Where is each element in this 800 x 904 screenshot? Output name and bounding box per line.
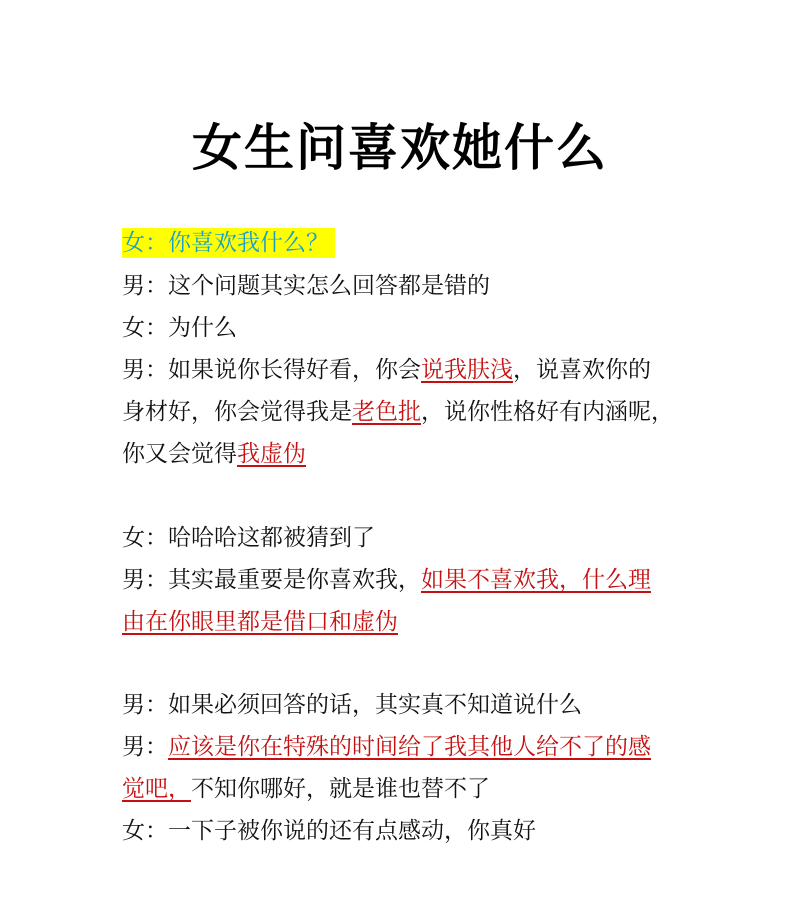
emphasis-text: 说我肤浅 xyxy=(421,357,513,383)
dialogue-line xyxy=(122,355,651,385)
line-text: 男：其实最重要是你喜欢我， xyxy=(122,567,421,593)
dialogue-line xyxy=(122,439,306,469)
line-text: 男：如果说你长得好看，你会 xyxy=(122,357,421,383)
line-text: ，说你性格好有内涵呢， xyxy=(421,399,674,425)
emphasis-text: 老色批 xyxy=(352,399,421,425)
dialogue-line xyxy=(122,565,651,595)
line-text: 男：这个问题其实怎么回答都是错的 xyxy=(122,273,490,299)
line-text: 男：如果必须回答的话，其实真不知道说什么 xyxy=(122,692,582,718)
line-text: 女：哈哈哈这都被猜到了 xyxy=(122,525,375,551)
page-bottom-edge xyxy=(0,890,800,904)
dialogue-line xyxy=(122,271,490,301)
dialogue-line xyxy=(122,397,674,427)
dialogue-line xyxy=(122,523,375,553)
emphasis-text: 如果不喜欢我，什么理 xyxy=(421,567,651,593)
emphasis-text: 我虚伪 xyxy=(237,441,306,467)
dialogue-line xyxy=(122,313,237,343)
dialogue-line xyxy=(122,228,335,258)
emphasis-text: 应该是你在特殊的时间给了我其他人给不了的感 xyxy=(168,734,651,760)
line-text: 女：一下子被你说的还有点感动，你真好 xyxy=(122,818,536,844)
emphasis-text: 觉吧， xyxy=(122,776,191,802)
line-text: 身材好，你会觉得我是 xyxy=(122,399,352,425)
line-text: ，说喜欢你的 xyxy=(513,357,651,383)
line-text: 不知你哪好，就是谁也替不了 xyxy=(191,776,490,802)
emphasis-text: 由在你眼里都是借口和虚伪 xyxy=(122,609,398,635)
dialogue-line xyxy=(122,607,398,637)
dialogue-line xyxy=(122,690,582,720)
dialogue-line xyxy=(122,774,490,804)
dialogue-line xyxy=(122,816,536,846)
line-text: 男： xyxy=(122,734,168,760)
page-title: 女生问喜欢她什么 xyxy=(192,119,608,177)
highlighted-question: 女：你喜欢我什么？ xyxy=(122,228,335,258)
dialogue-line xyxy=(122,732,651,762)
line-text: 你又会觉得 xyxy=(122,441,237,467)
line-text: 女：为什么 xyxy=(122,315,237,341)
